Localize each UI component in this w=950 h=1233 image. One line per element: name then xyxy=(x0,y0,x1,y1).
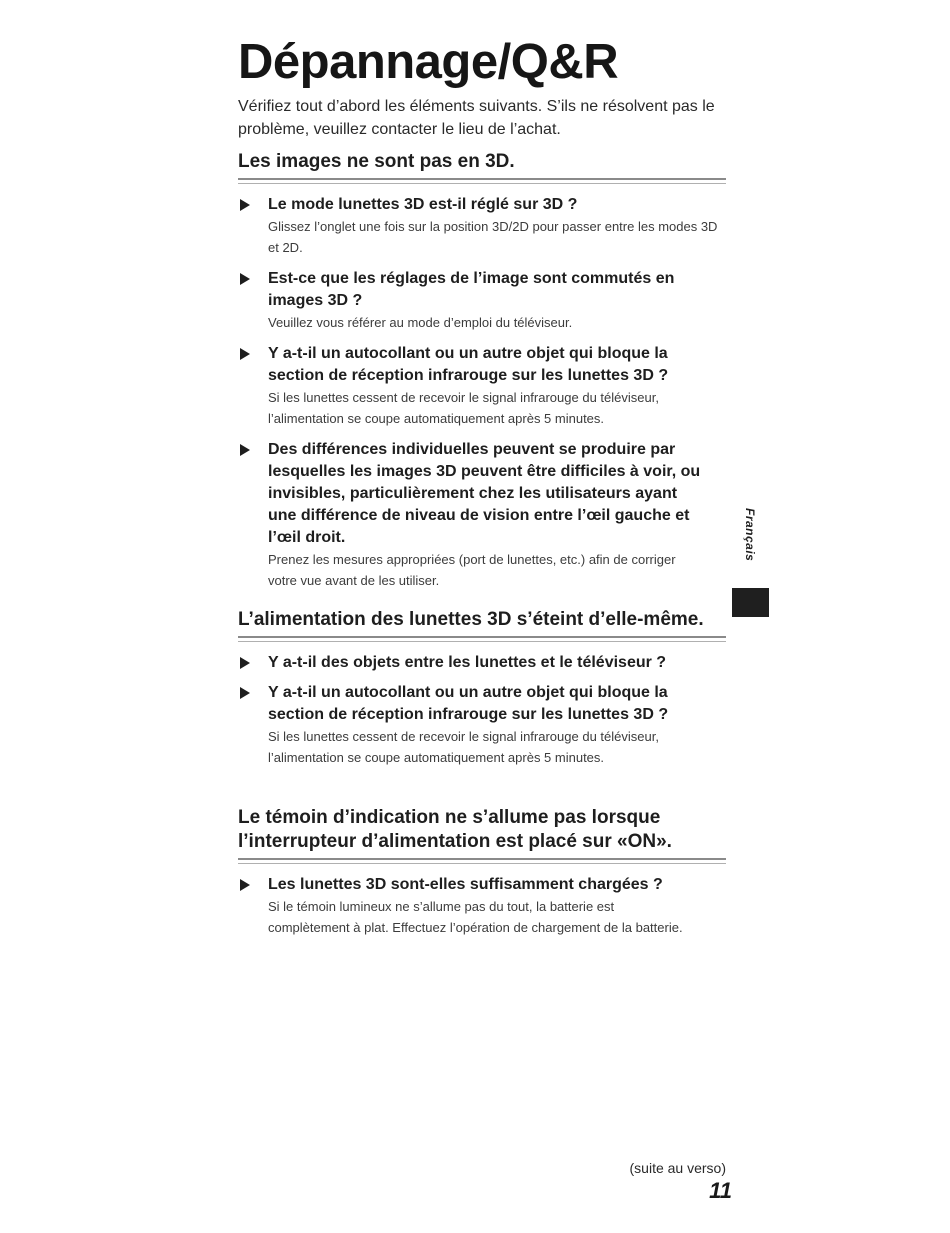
language-tab xyxy=(727,502,765,590)
arrow-bullet-icon xyxy=(240,199,250,211)
page-title: Dépannage/Q&R xyxy=(238,35,619,89)
section-auto-off xyxy=(238,608,704,768)
list-item xyxy=(238,268,726,333)
arrow-bullet-icon xyxy=(240,687,250,699)
question: Y a-t-il un autocollant ou un autre objet qui bloque la section de réception infrarouge sur les lunettes 3D ? xyxy=(268,684,669,723)
arrow-bullet-icon xyxy=(240,348,250,360)
section-indicator xyxy=(238,806,726,938)
section-no-3d xyxy=(238,150,726,591)
arrow-bullet-icon xyxy=(240,657,250,669)
question: Des différences individuelles peuvent se produire par lesquelles les images 3D peuvent être difficiles à voir, ou invisibles, particulièrement chez les utilisateurs ayant une différence de niveau de vision entre l’œil gauche et l’œil droit. xyxy=(268,441,701,546)
answer: Si les lunettes cessent de recevoir le signal infrarouge du téléviseur, l’alimentation se coupe automatiquement après 5 minutes. xyxy=(268,729,659,765)
intro-text: Vérifiez tout d’abord les éléments suivants. S’ils ne résolvent pas le problème, veuillez contacter le lieu de l’achat. xyxy=(238,98,715,138)
arrow-bullet-icon xyxy=(240,879,250,891)
answer: Glissez l’onglet une fois sur la position 3D/2D pour passer entre les modes 3D et 2D. xyxy=(268,219,718,255)
list-item xyxy=(238,194,726,258)
answer: Prenez les mesures appropriées (port de lunettes, etc.) afin de corriger votre vue avant de les utiliser. xyxy=(268,552,676,588)
language-label: Français xyxy=(743,508,757,562)
arrow-bullet-icon xyxy=(240,273,250,285)
question: Les lunettes 3D sont-elles suffisamment chargées ? xyxy=(268,876,663,893)
answer: Si le témoin lumineux ne s’allume pas du tout, la batterie est complètement à plat. Effectuez l’opération de chargement de la batterie. xyxy=(268,899,683,935)
question: Est-ce que les réglages de l’image sont commutés en images 3D ? xyxy=(268,270,675,309)
question-list xyxy=(238,194,726,591)
list-item xyxy=(238,439,726,591)
continued-note: (suite au verso) xyxy=(629,1160,726,1176)
question: Y a-t-il des objets entre les lunettes et le téléviseur ? xyxy=(268,654,667,671)
answer: Si les lunettes cessent de recevoir le signal infrarouge du téléviseur, l’alimentation se coupe automatiquement après 5 minutes. xyxy=(268,390,659,426)
list-item xyxy=(238,343,726,429)
answer: Veuillez vous référer au mode d’emploi du téléviseur. xyxy=(268,315,573,330)
question-list xyxy=(238,652,726,768)
list-item xyxy=(238,874,726,938)
list-item xyxy=(238,652,726,674)
list-item xyxy=(238,682,726,768)
section-title: Le témoin d’indication ne s’allume pas lorsque l’interrupteur d’alimentation est placé sur «ON». xyxy=(238,806,726,860)
arrow-bullet-icon xyxy=(240,444,250,456)
question: Y a-t-il un autocollant ou un autre objet qui bloque la section de réception infrarouge sur les lunettes 3D ? xyxy=(268,345,669,384)
section-title: Les images ne sont pas en 3D. xyxy=(238,150,726,180)
page-number: 11 xyxy=(709,1178,732,1203)
question: Le mode lunettes 3D est-il réglé sur 3D ? xyxy=(268,196,578,213)
question-list xyxy=(238,874,726,938)
section-title: L’alimentation des lunettes 3D s’éteint d’elle-même. xyxy=(238,608,726,638)
language-tab-marker xyxy=(732,588,769,617)
